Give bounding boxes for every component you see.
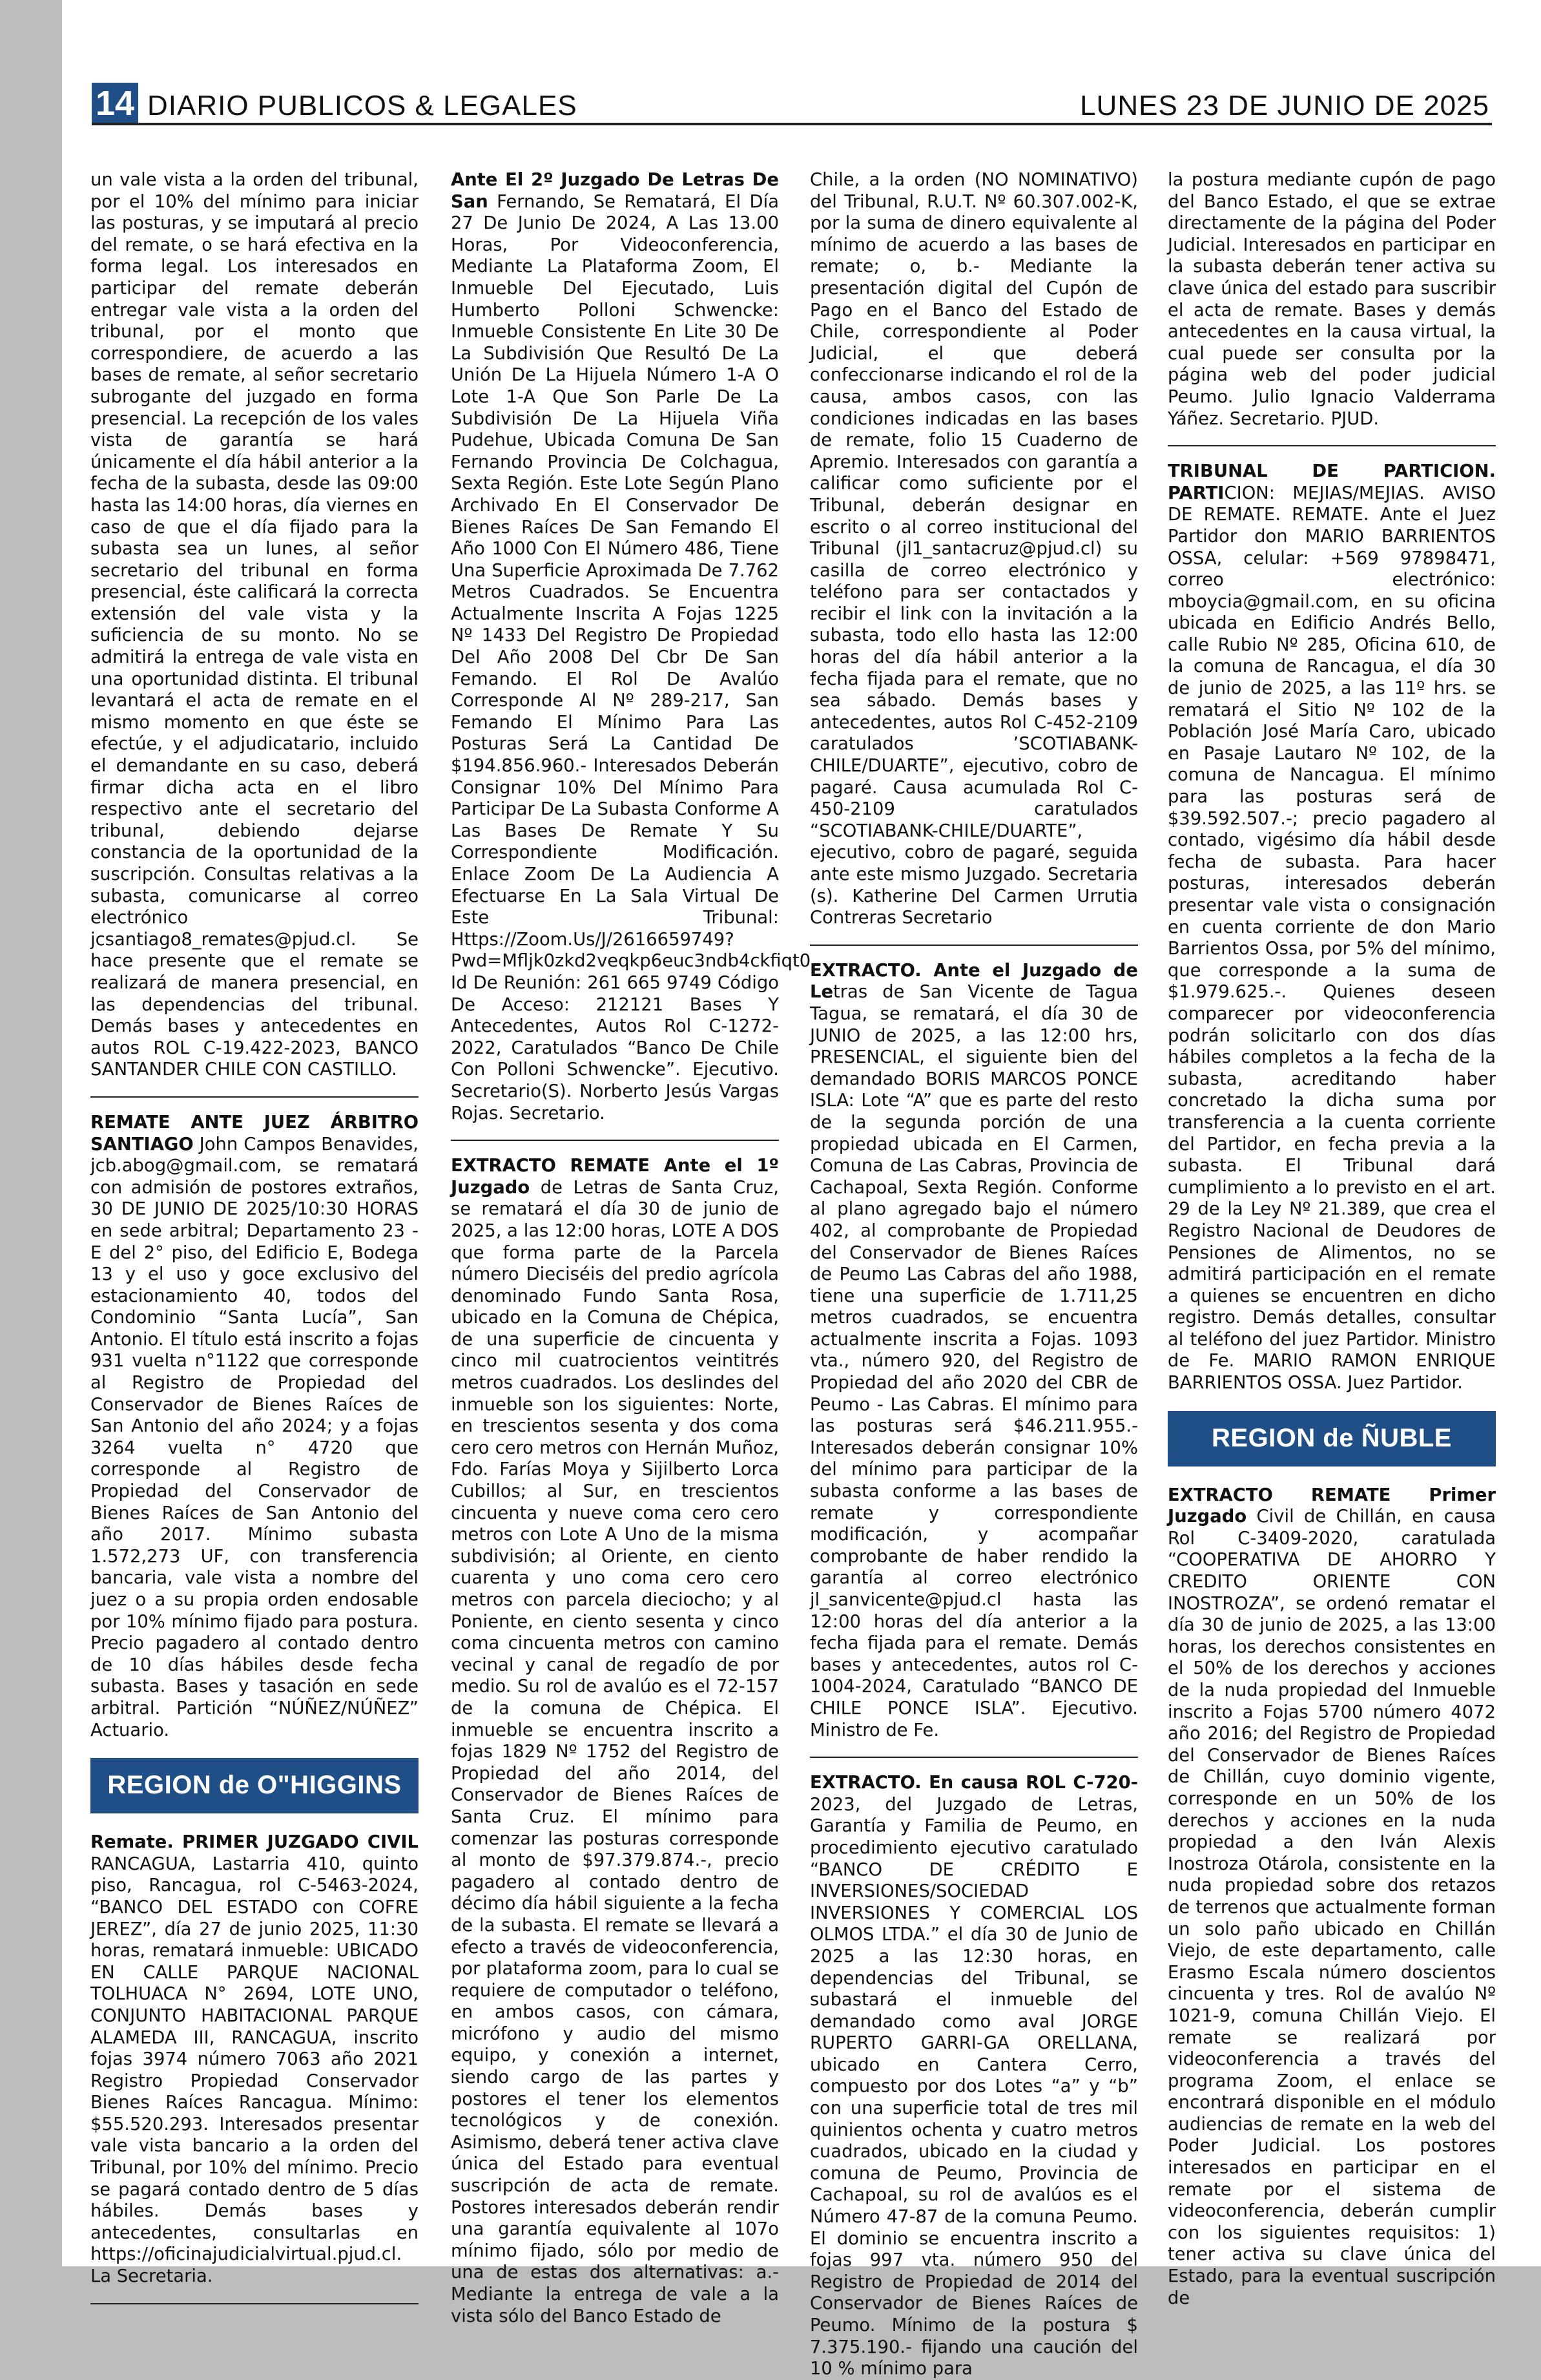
column-3 [810, 169, 1138, 2379]
legal-notice [810, 1772, 1138, 2380]
notice-title: EXTRACTO. Ante el Juzgado de Le [810, 960, 1138, 1003]
notice-separator [810, 945, 1138, 946]
legal-notice [810, 169, 1138, 929]
notice-body: RANCAGUA, Lastarria 410, quinto piso, Rancagua, rol C-5463-2024, “BANCO DEL ESTADO con COFRE JEREZ”, día 27 de junio 2025, 11:30 horas, rematará inmueble: UBICADO EN CALLE PARQUE NACIONAL TOLHUACA N° 2694, LOTE UNO, CONJUNTO HABITACIONAL PARQUE ALAMEDA III, RANCAGUA, inscrito fojas 3974 número 7063 año 2021 Registro Propiedad Conservador Bienes Raíces Rancagua. Mínimo: $55.520.293. Interesados presentar vale vista bancario a la orden del Tribunal, por 10% del mínimo. Precio se pagará contado dentro de 5 días hábiles. Demás bases y antecedentes, consultarlas en https://oficinajudicialvirtual.pjud.cl. La Secretaria. [90, 1853, 419, 2287]
column-4 [1168, 169, 1496, 2308]
notice-body: Chile, a la orden (NO NOMINATIVO) del Tribunal, R.U.T. Nº 60.307.002-K, por la suma de dinero equivalente al mínimo de acuerdo a las bases de remate; o, b.- Mediante la presentación digital del Cupón de Pago en el Banco del Estado de Chile, correspondiente al Poder Judicial, el que deberá confeccionarse indicando el rol de la causa, ambos casos, con las condiciones indicadas en las bases de remate, folio 15 Cuaderno de Apremio. Interesados con garantía a calificar como suficiente por el Tribunal, deberán designar en escrito o al correo institucional del Tribunal (jl1_santacruz@pjud.cl) su casilla de correo electrónico y teléfono para ser contactados y recibir el link con la invitación a la subasta, todo ello hasta las 12:00 horas del día hábil anterior a la fecha fijada para el remate, que no sea sábado. Demás bases y antecedentes, autos Rol C-452-2109 caratulados ’SCOTIABANK-CHILE/DUARTE”, ejecutivo, cobro de pagaré. Causa acumulada Rol C-450-2109 caratulados “SCOTIABANK-CHILE/DUARTE”, ejecutivo, cobro de pagaré, seguida ante este mismo Juzgado. Secretaria (s). Katherine Del Carmen Urrutia Contreras Secretario [810, 170, 1138, 928]
page-number: 14 [92, 83, 138, 124]
notice-body: CION: MEJIAS/MEJIAS. AVISO DE REMATE. REMATE. Ante el Juez Partidor don MARIO BARRIENTOS OSSA, celular: +569 97898471, correo electrónico: mboycia@gmail.com, en su oficina ubicada en Edificio Andrés Bello, calle Rubio Nº 285, Oficina 610, de la comuna de Rancagua, el día 30 de junio de 2025, a las 11º hrs. se rematará el Sitio Nº 102 de la Población José María Caro, ubicado en Pasaje Lautaro Nº 102, de la comuna de Nancagua. El mínimo para las posturas será de $39.592.507.-; precio pagadero al contado, vigésimo día hábil desde fecha de subasta. Para hacer posturas, interesados deberán presentar vale vista o consignación en cuenta corriente de don Mario Barrientos Ossa, por 5% del mínimo, que corresponde a la suma de $1.979.625.-. Quienes deseen comparecer por videoconferencia podrán solicitarlo con dos días hábiles completos a la fecha de la subasta, acreditando haber concretado la dicha suma por transferencia a la cuenta corriente del Partidor, en fecha previa a la subasta. El Tribunal dará cumplimiento a lo previsto en el art. 29 de la Ley Nº 21.389, que crea el Registro Nacional de Deudores de Pensiones de Alimentos, no se admitirá participación en el remate a quienes se encuentren en dicho registro. Demás detalles, consultar al teléfono del juez Partidor. Ministro de Fe. MARIO RAMON ENRIQUE BARRIENTOS OSSA. Juez Partidor. [1168, 483, 1496, 1394]
legal-notice [1168, 1485, 1496, 2310]
notice-title: TRIBUNAL DE PARTICION. PARTI [1168, 461, 1496, 503]
notice-title: EXTRACTO. En causa ROL C-720- [810, 1773, 1138, 1793]
notice-separator [90, 1096, 419, 1098]
region-banner: REGION de ÑUBLE [1168, 1411, 1496, 1467]
notice-title: Ante El 2º Juzgado De Letras De San [451, 170, 779, 212]
notice-separator [810, 1757, 1138, 1758]
notice-title: REMATE ANTE JUEZ ÁRBITRO SANTIAGO [90, 1112, 419, 1154]
notice-separator [451, 1140, 779, 1141]
header-rule [92, 123, 1492, 125]
legal-notice [90, 169, 419, 1081]
page-header [62, 83, 1489, 124]
notice-body: tras de San Vicente de Tagua Tagua, se rematará, el día 30 de JUNIO de 2025, a las 12:00 hrs, PRESENCIAL, el siguiente bien del demandado BORIS MARCOS PONCE ISLA: Lote “A” que es parte del resto de la segunda porción de una propiedad ubicada en El Carmen, Comuna de Las Cabras, Provincia de Cachapoal, Sexta Región. Conforme al plano agregado bajo el número 402, al comprobante de Propiedad del Conservador de Bienes Raíces de Peumo Las Cabras del año 1988, tiene una superficie de 1.711,25 metros cuadrados, se encuentra actualmente inscrita a Fojas. 1093 vta., número 920, del Registro de Propiedad del año 2020 del CBR de Peumo - Las Cabras. El mínimo para las posturas será $46.211.955.- Interesados deberán consignar 10% del mínimo para participar de la subasta conforme a las bases de remate y correspondiente modificación, y acompañar comprobante de haber rendido la garantía al correo electrónico jl_sanvicente@pjud.cl hasta las 12:00 horas del día anterior a la fecha fijada para el remate. Demás bases y antecedentes, autos rol C-1004-2024, Caratulado “BANCO DE CHILE PONCE ISLA”. Ejecutivo. Ministro de Fe. [810, 982, 1138, 1740]
legal-notice [810, 960, 1138, 1741]
notice-body: 2023, del Juzgado de Letras, Garantía y Familia de Peumo, en procedimiento ejecutivo caratulado “BANCO DE CRÉDITO E INVERSIONES/SOCIEDAD INVERSIONES Y COMERCIAL LOS OLMOS LTDA.” el día 30 de Junio de 2025 a las 12:30 horas, en dependencias del Tribunal, se subastará el inmueble del demandado como aval JORGE RUPERTO GARRI-GA ORELLANA, ubicado en Cantera Cerro, compuesto por dos Lotes “a” y “b” con una superficie total de tres mil quinientos ochenta y cuatro metros cuadrados, ubicado en la ciudad y comuna de Peumo, Provincia de Cachapoal, su rol de avalúos es el Número 47-87 de la comuna Peumo. El dominio se encuentra inscrito a fojas 997 vta. número 950 del Registro de Propiedad de 2014 del Conservador de Bienes Raíces de Peumo. Mínimo de la postura $ 7.375.190.- fijando una caución del 10 % mínimo para [810, 1794, 1138, 2379]
notice-title: Remate. PRIMER JUZGADO CIVIL [90, 1832, 419, 1853]
notice-title: EXTRACTO REMATE Ante el 1º Juzgado [451, 1156, 779, 1198]
legal-notice [451, 169, 811, 1124]
legal-notice [90, 1832, 419, 2287]
notice-separator [90, 2303, 419, 2304]
notice-body: un vale vista a la orden del tribunal, por el 10% del mínimo para iniciar las posturas, y se imputará al precio del remate, o se hará efectiva en la forma legal. Los interesados en participar del remate deberán entregar vale vista a la orden del tribunal, por el monto que correspondiere, de acuerdo a las bases de remate, al señor secretario subrogante del juzgado en forma presencial. La recepción de los vales vista de garantía se hará únicamente el día hábil anterior a la fecha de la subasta, desde las 09:00 hasta las 14:00 horas, día viernes en caso de que el día fijado para la subasta sea un lunes, al señor secretario del tribunal en forma presencial, éste calificará la correcta extensión del vale vista y la suficiencia de su monto. No se admitirá la entrega de vale vista en una oportunidad distinta. El tribunal levantará el acta de remate en el mismo momento en que éste se efectúe, y el adjudicatario, incluido el demandante en su caso, deberá firmar dicha acta en el libro respectivo ante el secretario del tribunal, debiendo dejarse constancia de la oportunidad de la suscripción. Consultas relativas a la subasta, comunicarse al correo electrónico jcsantiago8_remates@pjud.cl. Se hace presente que el remate se realizará de manera presencial, en las dependencias del tribunal. Demás bases y antecedentes en autos ROL C-19.422-2023, BANCO SANTANDER CHILE CON CASTILLO. [90, 170, 419, 1080]
notice-separator [1168, 445, 1496, 446]
notice-title: EXTRACTO REMATE Primer Juzgado [1168, 1485, 1496, 1527]
column-2 [451, 169, 811, 2326]
publication-date: LUNES 23 DE JUNIO DE 2025 [1080, 90, 1489, 121]
legal-notice [1168, 461, 1496, 1394]
notice-body: Civil de Chillán, en causa Rol C-3409-2020, caratulada “COOPERATIVA DE AHORRO Y CREDITO ORIENTE CON INOSTROZA”, se ordenó rematar el día 30 de junio de 2025, a las 13:00 horas, los derechos consistentes en el 50% de los derechos y acciones de la nuda propiedad del Inmueble inscrito a Fojas 5700 número 4072 año 2016; del Registro de Propiedad del Conservador de Bienes Raíces de Chillán, cuyo dominio vigente, corresponde en un 50% de los derechos y acciones en la nuda propiedad a den Iván Alexis Inostroza Otárola, consistente en la nuda propiedad sobre dos retazos de terrenos que actualmente forman un solo paño ubicado en Chillán Viejo, de este departamento, calle Erasmo Escala número doscientos cincuenta y tres. Rol de avalúo Nº 1021-9, comuna Chillán Viejo. El remate se realizará por videoconferencia a través del programa Zoom, el enlace se encontrará disponible en el módulo audiencias de remate en la web del Poder Judicial. Los postores interesados en participar en el remate por el sistema de videoconferencia, deberán cumplir con los siguientes requisitos: 1) tener activa su clave única del Estado, para la eventual suscripción de [1168, 1507, 1496, 2308]
notice-body: la postura mediante cupón de pago del Banco Estado, el que se extrae directamente de la página del Poder Judicial. Interesados en participar en la subasta deberán tener activa su clave única del estado para suscribir el acta de remate. Bases y demás antecedentes en la causa virtual, la cual puede ser consulta por la página web del poder judicial Peumo. Julio Ignacio Valderrama Yáñez. Secretario. PJUD. [1168, 170, 1496, 429]
legal-notice [90, 1112, 419, 1741]
notice-body: John Campos Benavides, jcb.abog@gmail.com, se rematará con admisión de postores extraños, 30 DE JUNIO DE 2025/10:30 HORAS en sede arbitral; Departamento 23 - E del 2° piso, del Edificio E, Bodega 13 y el uso y goce exclusivo del estacionamiento 40, todos del Condominio “Santa Lucía”, San Antonio. El título está inscrito a fojas 931 vuelta n°1122 que corresponde al Registro de Propiedad del Conservador de Bienes Raíces de San Antonio del año 2024; y a fojas 3264 vuelta n° 4720 que corresponde al Registro de Propiedad del Conservador de Bienes Raíces de San Antonio del año 2017. Mínimo subasta 1.572,273 UF, con transferencia bancaria, vale vista a nombre del juez o a su propia orden endosable por 10% mínimo fijado para postura. Precio pagadero al contado dentro de 10 días hábiles desde fecha subasta. Bases y tasación en sede arbitral. Partición “NÚÑEZ/NÚÑEZ” Actuario. [90, 1134, 419, 1740]
publication-name: DIARIO PUBLICOS & LEGALES [147, 90, 577, 121]
legal-notice [451, 1155, 779, 2327]
region-banner: REGION de O"HIGGINS [90, 1758, 419, 1813]
column-1 [90, 169, 419, 2287]
legal-notice [1168, 169, 1496, 430]
newspaper-page [62, 0, 1541, 2379]
notice-body: Fernando, Se Rematará, El Día 27 De Junio De 2024, A Las 13.00 Horas, Por Videoconferencia, Mediante La Plataforma Zoom, El Inmueble Del Ejecutado, Luis Humberto Polloni Schwencke: Inmueble Consistente En Lite 30 De La Subdivisión Que Resultó De La Unión De La Hijuela Número 1-A O Lote 1-A Que Son Parle De La Subdivisión De La Hijuela Viña Pudehue, Ubicada Comuna De San Fernando Provincia De Colchagua, Sexta Región. Este Lote Según Plano Archivado En El Conservador De Bienes Raíces De San Femando El Año 1000 Con El Número 486, Tiene Una Superficie Aproximada De 7.762 Metros Cuadrados. Se Encuentra Actualmente Inscrita A Fojas 1225 Nº 1433 Del Registro De Propiedad Del Año 2008 Del Cbr De San Femando. El Rol De Avalúo Corresponde Al Nº 289-217, San Femando El Mínimo Para Las Posturas Será La Cantidad De $194.856.960.- Interesados Deberán Consignar 10% Del Mínimo Para Participar De La Subasta Conforme A Las Bases De Remate Y Su Correspondiente Modificación. Enlace Zoom De La Audiencia A Efectuarse En La Sala Virtual De Este Tribunal: Https://Zoom.Us/J/2616659749?Pwd=Mfljk0zkd2veqkp6euc3ndb4ckfiqt0 Id De Reunión: 261 665 9749 Código De Acceso: 212121 Bases Y Antecedentes, Autos Rol C-1272-2022, Caratulados “Banco De Chile Con Polloni Schwencke”. Ejecutivo. Secretario(S). Norberto Jesús Vargas Rojas. Secretario. [451, 191, 811, 1123]
notice-body: de Letras de Santa Cruz, se rematará el día 30 de junio de 2025, a las 12:00 horas, LOTE A DOS que forma parte de la Parcela número Dieciséis del predio agrícola denominado Fundo Santa Rosa, ubicado en la Comuna de Chépica, de una superficie de cincuenta y cinco mil cuatrocientos veintitrés metros cuadrados. Los deslindes del inmueble son los siguientes: Norte, en trescientos sesenta y dos coma cero cero metros con Hernán Muñoz, Fdo. Farías Moya y Sijilberto Lorca Cubillos; al Sur, en trescientos cincuenta y nueve coma cero cero metros con Lote A Uno de la misma subdivisión; al Oriente, en ciento cuarenta y uno coma cero cero metros con parcela dieciocho; y al Poniente, en ciento sesenta y cinco coma cincuenta metros con camino vecinal y canal de regadío de por medio. Su rol de avalúo es el 72-157 de la comuna de Chépica. El inmueble se encuentra inscrito a fojas 1829 Nº 1752 del Registro de Propiedad del año 2014, del Conservador de Bienes Raíces de Santa Cruz. El mínimo para comenzar las posturas corresponde al monto de $97.379.874.-, precio pagadero al contado dentro de décimo día hábil siguiente a la fecha de la subasta. El remate se llevará a efecto a través de videoconferencia, por plataforma zoom, para lo cual se requiere de computador o teléfono, en ambos casos, con cámara, micrófono y audio del mismo equipo, y conexión a internet, siendo cargo de las partes y postores el tener los elementos tecnológicos y de conexión. Asimismo, deberá tener activa clave única del Estado para eventual suscripción de acta de remate. Postores interesados deberán rendir una garantía equivalente al 107o mínimo fijado, sólo por medio de una de estas dos alternativas: a.- Mediante la entrega de vale a la vista sólo del Banco Estado de [451, 1177, 779, 2326]
